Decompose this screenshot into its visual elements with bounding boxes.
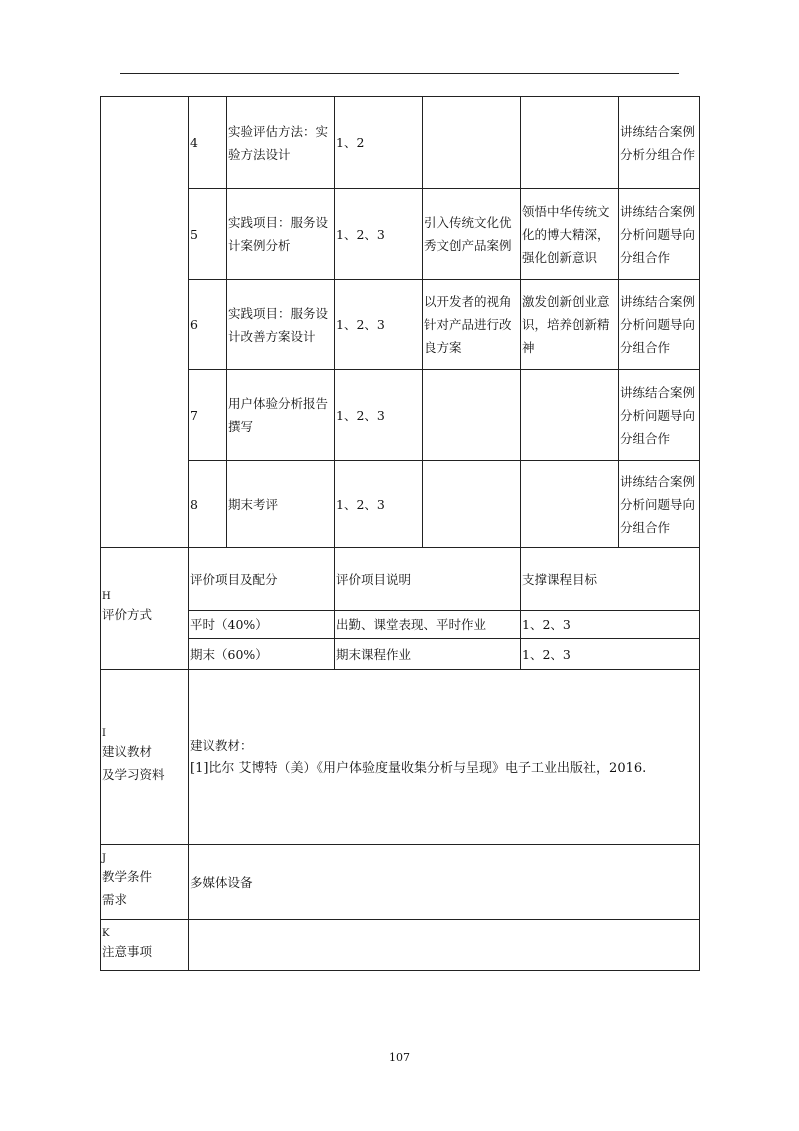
ideology-goal: 激发创新创业意识，培养创新精神 bbox=[521, 280, 619, 370]
conditions-category bbox=[101, 845, 189, 920]
eval-goal: 1、2、3 bbox=[521, 639, 700, 670]
ideology-goal bbox=[521, 461, 619, 548]
materials-letter: I bbox=[102, 728, 106, 739]
teaching-content: 用户体验分析报告撰写 bbox=[227, 370, 335, 461]
notes-label: 注意事项 bbox=[102, 943, 153, 959]
conditions-label-line2: 需求 bbox=[102, 892, 128, 907]
conditions-letter: J bbox=[102, 853, 107, 864]
table-row bbox=[101, 189, 700, 280]
table-row bbox=[101, 670, 700, 845]
schedule-category-cell bbox=[101, 97, 189, 548]
table-row bbox=[101, 639, 700, 670]
teaching-content: 实验评估方法：实验方法设计 bbox=[227, 97, 335, 189]
row-number: 8 bbox=[189, 461, 227, 548]
evaluation-label: 评价方式 bbox=[102, 607, 153, 622]
notes-letter: K bbox=[102, 927, 110, 939]
row-number: 6 bbox=[189, 280, 227, 370]
notes-category bbox=[101, 920, 189, 971]
course-syllabus-table bbox=[100, 96, 700, 971]
header-rule bbox=[120, 73, 679, 74]
course-goals: 1、2 bbox=[335, 97, 423, 189]
ideology-content bbox=[423, 97, 521, 189]
conditions-content: 多媒体设备 bbox=[189, 845, 700, 920]
eval-header-item: 评价项目及配分 bbox=[189, 548, 335, 611]
materials-label-line2: 及学习资料 bbox=[102, 767, 165, 782]
materials-category bbox=[101, 670, 189, 845]
course-goals: 1、2、3 bbox=[335, 461, 423, 548]
row-number: 7 bbox=[189, 370, 227, 461]
eval-header-desc: 评价项目说明 bbox=[335, 548, 521, 611]
eval-desc: 出勤、课堂表现、平时作业 bbox=[335, 611, 521, 639]
ideology-goal bbox=[521, 97, 619, 189]
notes-content bbox=[189, 920, 700, 971]
page-number: 107 bbox=[389, 1051, 410, 1064]
teaching-method: 讲练结合案例分析问题导向分组合作 bbox=[619, 370, 700, 461]
materials-heading: 建议教材： bbox=[190, 738, 253, 753]
teaching-method: 讲练结合案例分析问题导向分组合作 bbox=[619, 280, 700, 370]
teaching-content: 实践项目：服务设计案例分析 bbox=[227, 189, 335, 280]
evaluation-category bbox=[101, 548, 189, 670]
course-goals: 1、2、3 bbox=[335, 189, 423, 280]
materials-content bbox=[189, 670, 700, 845]
course-goals: 1、2、3 bbox=[335, 370, 423, 461]
ideology-content bbox=[423, 370, 521, 461]
course-goals: 1、2、3 bbox=[335, 280, 423, 370]
table-row bbox=[101, 370, 700, 461]
table-row bbox=[101, 845, 700, 920]
ideology-goal: 领悟中华传统文化的博大精深，强化创新意识 bbox=[521, 189, 619, 280]
table-row bbox=[101, 611, 700, 639]
teaching-content: 期末考评 bbox=[227, 461, 335, 548]
ideology-content: 以开发者的视角针对产品进行改良方案 bbox=[423, 280, 521, 370]
eval-item: 平时（40%） bbox=[189, 611, 335, 639]
materials-entry: [1]比尔 艾博特（美）《用户体验度量收集分析与呈现》电子工业出版社，2016. bbox=[190, 761, 647, 776]
conditions-label-line1: 教学条件 bbox=[102, 869, 153, 884]
teaching-method: 讲练结合案例分析问题导向分组合作 bbox=[619, 461, 700, 548]
ideology-goal bbox=[521, 370, 619, 461]
eval-header-goal: 支撑课程目标 bbox=[521, 548, 700, 611]
eval-desc: 期末课程作业 bbox=[335, 639, 521, 670]
table-row bbox=[101, 548, 700, 611]
evaluation-letter: H bbox=[102, 591, 111, 602]
row-number: 5 bbox=[189, 189, 227, 280]
ideology-content bbox=[423, 461, 521, 548]
table-row bbox=[101, 461, 700, 548]
eval-goal: 1、2、3 bbox=[521, 611, 700, 639]
teaching-method: 讲练结合案例分析问题导向分组合作 bbox=[619, 189, 700, 280]
ideology-content: 引入传统文化优秀文创产品案例 bbox=[423, 189, 521, 280]
teaching-content: 实践项目：服务设计改善方案设计 bbox=[227, 280, 335, 370]
row-number: 4 bbox=[189, 97, 227, 189]
table-row bbox=[101, 280, 700, 370]
table-row bbox=[101, 920, 700, 971]
materials-label-line1: 建议教材 bbox=[102, 744, 153, 759]
table-row bbox=[101, 97, 700, 189]
teaching-method: 讲练结合案例分析分组合作 bbox=[619, 97, 700, 189]
eval-item: 期末（60%） bbox=[189, 639, 335, 670]
